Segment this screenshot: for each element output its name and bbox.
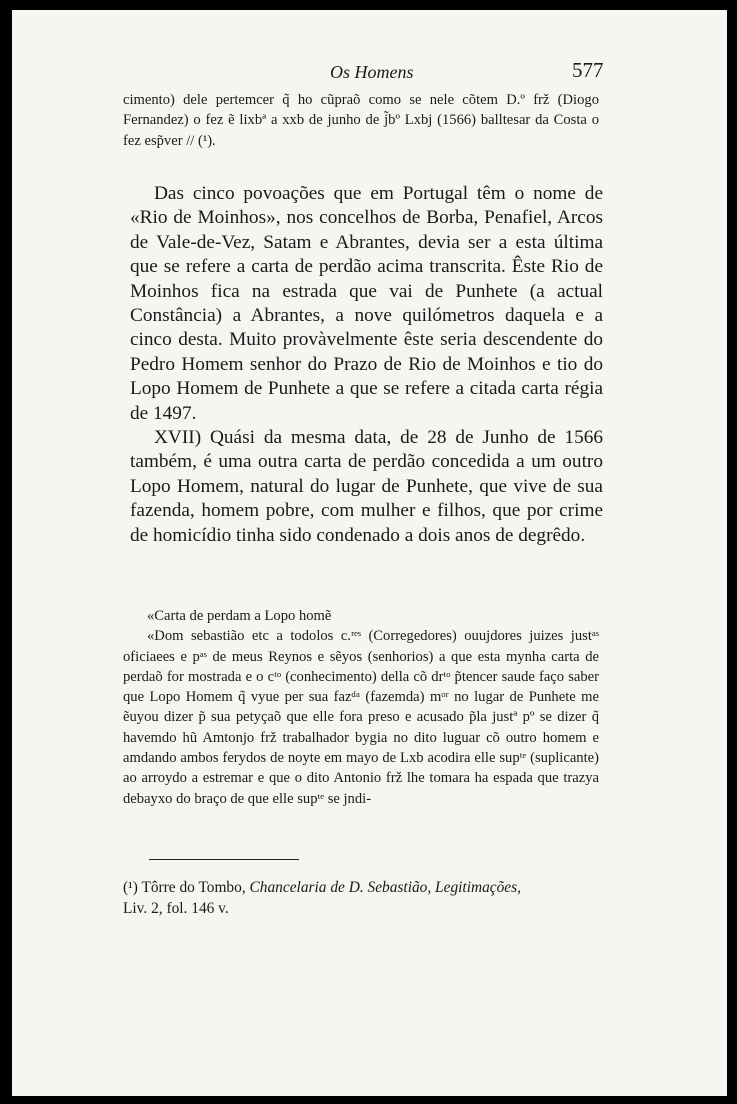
paragraph-xvii: XVII) Quási da mesma data, de 28 de Junho de 1566 também, é uma outra carta de perdão concedida a um outro Lopo Homem, natural do lugar de Punhete, que vive de sua fazenda, homem pobre, com mulher e filhos, que por crime de homicídio tinha sido condenado a dois anos de degrêdo. — [130, 427, 603, 546]
quotation-text: «Dom sebastião etc a todolos c.ʳᵉˢ (Corregedores) ouujdores juizes justᵃˢ oficiaees e pᵃˢ de meus Reynos e sẽyos (senhorios) a que esta mynha carta de perdaõ for mostrada e o cᵗᵒ (conhecimento) della cõ drᵗᵒ p̃tencer saude faço saber que Lopo Homem q̃ vyue per sua fazᵈᵃ (fazemda) mᵒʳ no lugar de Punhete me ẽuyou dizer p̃ sua petyçaõ que elle fora preso e acusado p̃la justª pº se dizer q̃ havemdo hũ Amtonjo frž trabalhador bygia no dito luguar cõ outro homem e amdando ambos ferydos de noyte em mayo de Lxb acodira elle supᵗᵉ (suplicante) ao arroydo a estremar e que o dito Antonio frž lhe tomara ha espada que trazya debayxo do braço de que elle supᵗᵉ se jndi- — [123, 628, 599, 807]
paragraph-rio-de-moinhos: Das cinco povoações que em Portugal têm o nome de «Rio de Moinhos», nos concelhos de Borba, Penafiel, Arcos de Vale-de-Vez, Satam e Abrantes, devia ser a esta última que se refere a carta de perdão acima transcrita. Êste Rio de Moinhos fica na estrada que vai de Punhete (a actual Constância) a Abrantes, a nove quilómetros daquela e a cinco desta. Muito provàvelmente êste seria descendente do Pedro Homem senhor do Prazo de Rio de Moinhos e tio do Lopo Homem de Punhete a que se refere a citada carta régia de 1497. — [130, 183, 603, 424]
page-header — [12, 50, 727, 80]
running-title: Os Homens — [330, 62, 414, 82]
quotation-title: «Carta de perdam a Lopo homẽ — [147, 608, 332, 624]
footnote-marker: (¹) — [123, 879, 138, 896]
page-number: 577 — [572, 58, 604, 82]
footnote-location: Liv. 2, fol. 146 v. — [123, 899, 229, 917]
footnote-divider — [149, 859, 299, 860]
book-page — [12, 10, 727, 1096]
footnote-lead: Tôrre do Tombo, — [141, 879, 246, 896]
footnote-citation: Chancelaria de D. Sebastião, Legitimações, — [249, 879, 521, 896]
body-text — [130, 182, 603, 548]
document-quotation — [123, 606, 599, 809]
quote-continuation: cimento) dele pertemcer q̃ ho cũpraõ como se nele cõtem D.º frž (Diogo Fernandez) o fez ẽ lixbª a xxb de junho de j̃bº Lxbj (1566) balltesar da Costa o fez esp̃ver // (¹). — [123, 92, 599, 149]
footnote — [123, 878, 599, 919]
